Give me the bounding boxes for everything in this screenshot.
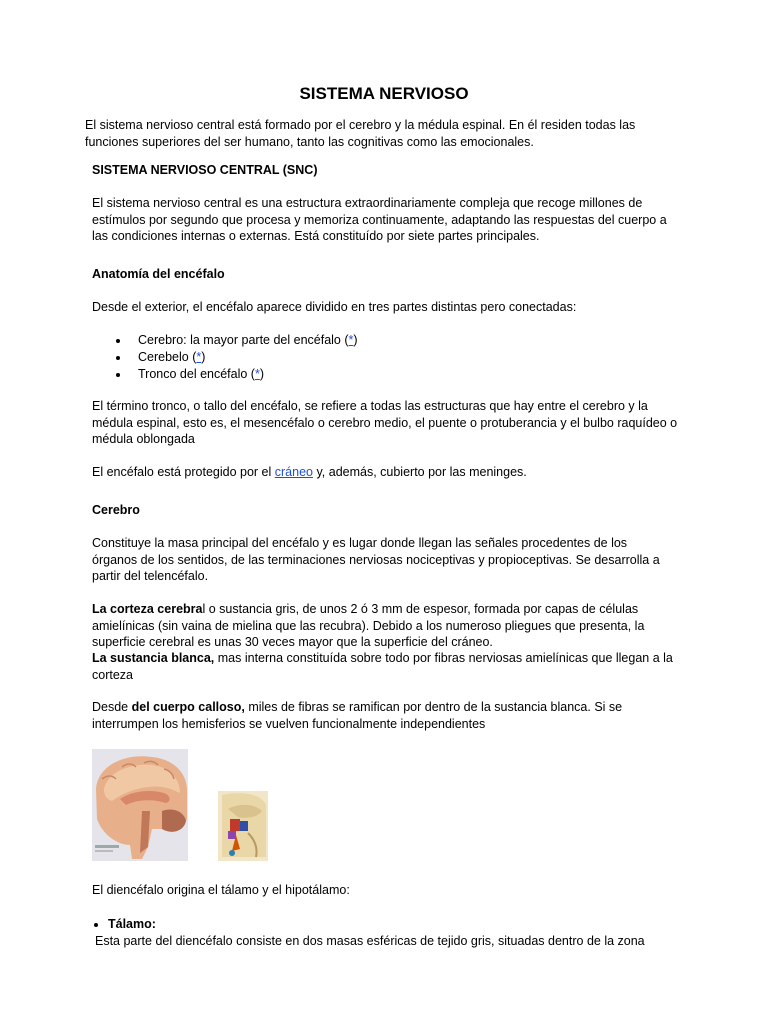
list-item: Cerebro: la mayor parte del encéfalo (*) (92, 332, 692, 349)
list-item: Tronco del encéfalo (*) (92, 366, 692, 383)
tronco-paragraph: El término tronco, o tallo del encéfalo, se refiere a todas las estructuras que hay entre el cerebro y la médula espinal, esto es, el mesencéfalo o cerebro medio, el puente o protuberancia y el bulbo raquídeo o médula oblongada (92, 399, 678, 446)
footnote-link[interactable]: * (348, 333, 354, 347)
talamo-list-item (92, 916, 692, 933)
bullet-icon (94, 923, 98, 927)
bullet-icon (116, 373, 120, 377)
cerebro-heading: Cerebro (92, 503, 140, 517)
anatomia-paragraph: Desde el exterior, el encéfalo aparece dividido en tres partes distintas pero conectadas: (92, 300, 577, 314)
craneo-paragraph: El encéfalo está protegido por el cráneo y, además, cubierto por las meninges. (92, 465, 527, 479)
brain-sagittal-image (92, 749, 188, 861)
encefalo-parts-list (92, 332, 692, 383)
bullet-icon (116, 339, 120, 343)
footnote-link[interactable]: * (254, 367, 260, 381)
talamo-paragraph: Esta parte del diencéfalo consiste en dos masas esféricas de tejido gris, situadas dentro de la zona (95, 934, 645, 948)
sustancia-blanca-paragraph: La sustancia blanca, mas interna constituída sobre todo por fibras nerviosas amielínicas que llegan a la corteza (92, 651, 673, 682)
snc-heading: SISTEMA NERVIOSO CENTRAL (SNC) (92, 163, 318, 177)
brain-structures-image (218, 791, 268, 861)
corteza-paragraph: La corteza cerebral o sustancia gris, de unos 2 ó 3 mm de espesor, formada por capas de células amielínicas (sin vaina de mielina que las recubra). Debido a los numeroso pliegues que presenta, la superficie cerebral es unas 30 veces mayor que la superficie del cráneo. (92, 602, 645, 649)
snc-paragraph: El sistema nervioso central es una estructura extraordinariamente compleja que recoge millones de estímulos por segundo que procesa y memoriza continuamente, adaptando las respuestas del cuerpo a las condiciones internas o externas. Está constituído por siete partes principales. (92, 196, 667, 243)
page-title: SISTEMA NERVIOSO (299, 84, 469, 103)
cerebro-paragraph: Constituye la masa principal del encéfalo y es lugar donde llegan las señales procedentes de los órganos de los sentidos, de las terminaciones nerviosas nociceptivas y propioceptivas. Se desarrolla a partir del telencéfalo. (92, 536, 660, 583)
cuerpo-calloso-paragraph: Desde del cuerpo calloso, miles de fibras se ramifican por dentro de la sustancia blanca. Si se interrumpen los hemisferios se vuelven funcionalmente independientes (92, 700, 623, 731)
craneo-link[interactable]: cráneo (274, 465, 313, 479)
talamo-label: Tálamo: (108, 917, 156, 931)
list-item: Cerebelo (*) (92, 349, 692, 366)
anatomia-heading: Anatomía del encéfalo (92, 267, 225, 281)
intro-paragraph: El sistema nervioso central está formado por el cerebro y la médula espinal. En él residen todas las funciones superiores del ser humano, tanto las cognitivas como las emocionales. (85, 118, 636, 149)
bullet-icon (116, 356, 120, 360)
diencefalo-paragraph: El diencéfalo origina el tálamo y el hipotálamo: (92, 883, 350, 897)
footnote-link[interactable]: * (196, 350, 202, 364)
